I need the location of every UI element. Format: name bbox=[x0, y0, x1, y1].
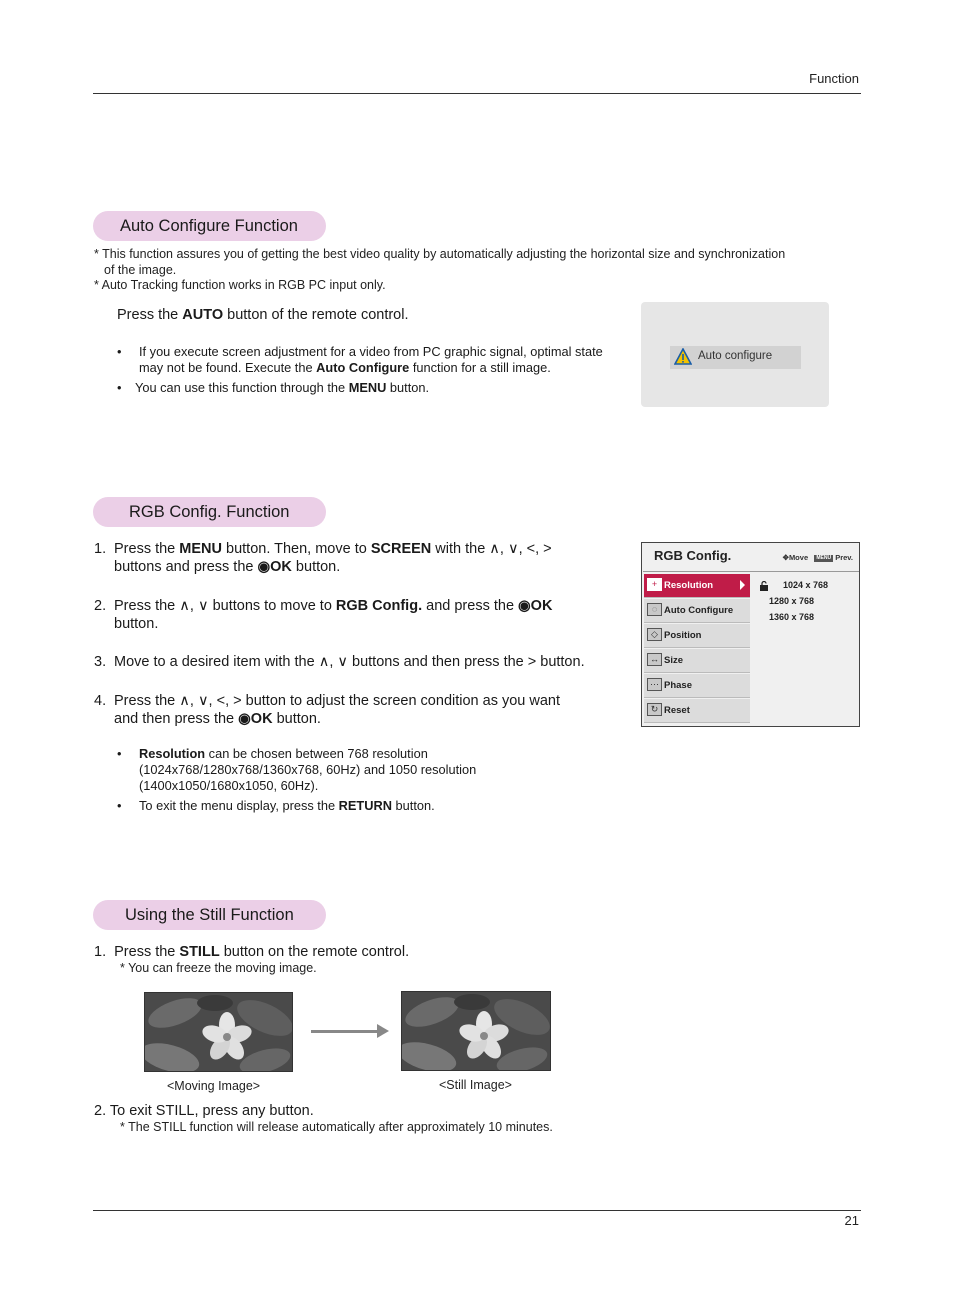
resolution-option[interactable]: 1360 x 768 bbox=[769, 612, 815, 622]
rgb-menu-item-reset[interactable]: ↻ Reset bbox=[644, 699, 750, 723]
move-icon: ✥ bbox=[782, 553, 789, 562]
phase-icon: ⋯ bbox=[647, 678, 662, 691]
auto-bullet-2: • You can use this function through the MENU button. bbox=[117, 380, 430, 395]
flower-photo bbox=[145, 993, 293, 1072]
rgb-menu-item-resolution[interactable]: + Resolution bbox=[644, 574, 750, 598]
auto-configure-osd-chip bbox=[670, 346, 801, 369]
ok-symbol: ◉OK bbox=[238, 711, 273, 727]
still-step-1-note: * You can freeze the moving image. bbox=[120, 961, 317, 975]
rgb-osd-nav-hint: ✥Move MENU Prev. bbox=[782, 553, 853, 562]
rgb-bullet-2: • To exit the menu display, press the RETURN button. bbox=[117, 798, 435, 813]
rgb-step-4: 4. Press the ∧, ∨, <, > button to adjust the screen condition as you want and then press the ◉OK button. bbox=[94, 693, 561, 727]
rgb-osd-title: RGB Config. bbox=[654, 548, 732, 563]
moving-image-caption: <Moving Image> bbox=[167, 1079, 261, 1093]
note-line: * This function assures you of getting the best video quality by automatically adjusting the horizontal size and synchronization bbox=[94, 247, 786, 261]
rgb-menu-item-size[interactable]: ↔ Size bbox=[644, 649, 750, 673]
chevron-right-icon bbox=[740, 580, 745, 590]
ok-symbol: ◉OK bbox=[257, 559, 292, 575]
menu-key-icon: MENU bbox=[816, 554, 832, 561]
ok-symbol: ◉OK bbox=[518, 598, 553, 614]
rgb-osd-divider bbox=[643, 571, 859, 572]
warning-icon bbox=[674, 348, 692, 366]
auto-instruction: Press the AUTO button of the remote control. bbox=[117, 307, 409, 323]
still-step-2-note: * The STILL function will release automatically after approximately 10 minutes. bbox=[120, 1120, 553, 1134]
rgb-config-osd bbox=[641, 542, 860, 727]
auto-configure-heading bbox=[93, 211, 326, 241]
still-step-1: 1. Press the STILL button on the remote control. bbox=[94, 944, 410, 960]
rgb-step-1: 1. Press the MENU button. Then, move to SCREEN with the ∧, ∨, <, > buttons and press the ◉OK button. bbox=[94, 541, 552, 575]
rgb-menu-item-auto-configure[interactable]: ◌ Auto Configure bbox=[644, 599, 750, 623]
moving-image bbox=[144, 992, 293, 1072]
resolution-icon: + bbox=[647, 578, 662, 591]
position-icon: ◇ bbox=[647, 628, 662, 641]
auto-bullet-1: • If you execute screen adjustment for a video from PC graphic signal, optimal state may not be found. Execute the Auto Configure function for a still image. bbox=[117, 344, 603, 375]
rgb-config-heading bbox=[93, 497, 326, 527]
section-label: Function bbox=[809, 71, 859, 86]
resolution-option[interactable]: 1280 x 768 bbox=[769, 596, 815, 606]
arrow-right-icon bbox=[311, 1030, 379, 1033]
page-number: 21 bbox=[844, 1213, 859, 1228]
resolution-option[interactable]: 1024 x 768 bbox=[783, 580, 829, 590]
reset-icon: ↻ bbox=[647, 703, 662, 716]
auto-configure-heading-text: Auto Configure Function bbox=[120, 217, 298, 235]
flower-photo bbox=[402, 992, 551, 1071]
auto-configure-osd-label: Auto configure bbox=[698, 350, 773, 362]
rgb-bullet-1: • Resolution can be chosen between 768 resolution (1024x768/1280x768/1360x768, 60Hz) and 1050 resolution (1400x1050/1680x1050, 60Hz). bbox=[117, 746, 477, 793]
auto-configure-icon: ◌ bbox=[647, 603, 662, 616]
still-image bbox=[401, 991, 551, 1071]
header-rule bbox=[93, 93, 861, 94]
rgb-menu-item-position[interactable]: ◇ Position bbox=[644, 624, 750, 648]
lock-icon bbox=[759, 581, 769, 591]
rgb-config-heading-text: RGB Config. Function bbox=[129, 503, 290, 521]
footer-rule bbox=[93, 1210, 861, 1211]
arrow-head-icon bbox=[377, 1024, 389, 1038]
size-icon: ↔ bbox=[647, 653, 662, 666]
still-heading bbox=[93, 900, 326, 930]
still-image-caption: <Still Image> bbox=[439, 1078, 512, 1092]
still-step-2: 2. To exit STILL, press any button. bbox=[94, 1103, 314, 1119]
rgb-menu-item-phase[interactable]: ⋯ Phase bbox=[644, 674, 750, 698]
auto-configure-notes bbox=[94, 247, 834, 294]
note-line: * Auto Tracking function works in RGB PC input only. bbox=[94, 278, 386, 292]
rgb-step-3: 3. Move to a desired item with the ∧, ∨ buttons and then press the > button. bbox=[94, 654, 585, 670]
note-line: of the image. bbox=[104, 262, 177, 277]
still-heading-text: Using the Still Function bbox=[125, 906, 294, 924]
rgb-step-2: 2. Press the ∧, ∨ buttons to move to RGB Config. and press the ◉OK button. bbox=[94, 598, 553, 632]
